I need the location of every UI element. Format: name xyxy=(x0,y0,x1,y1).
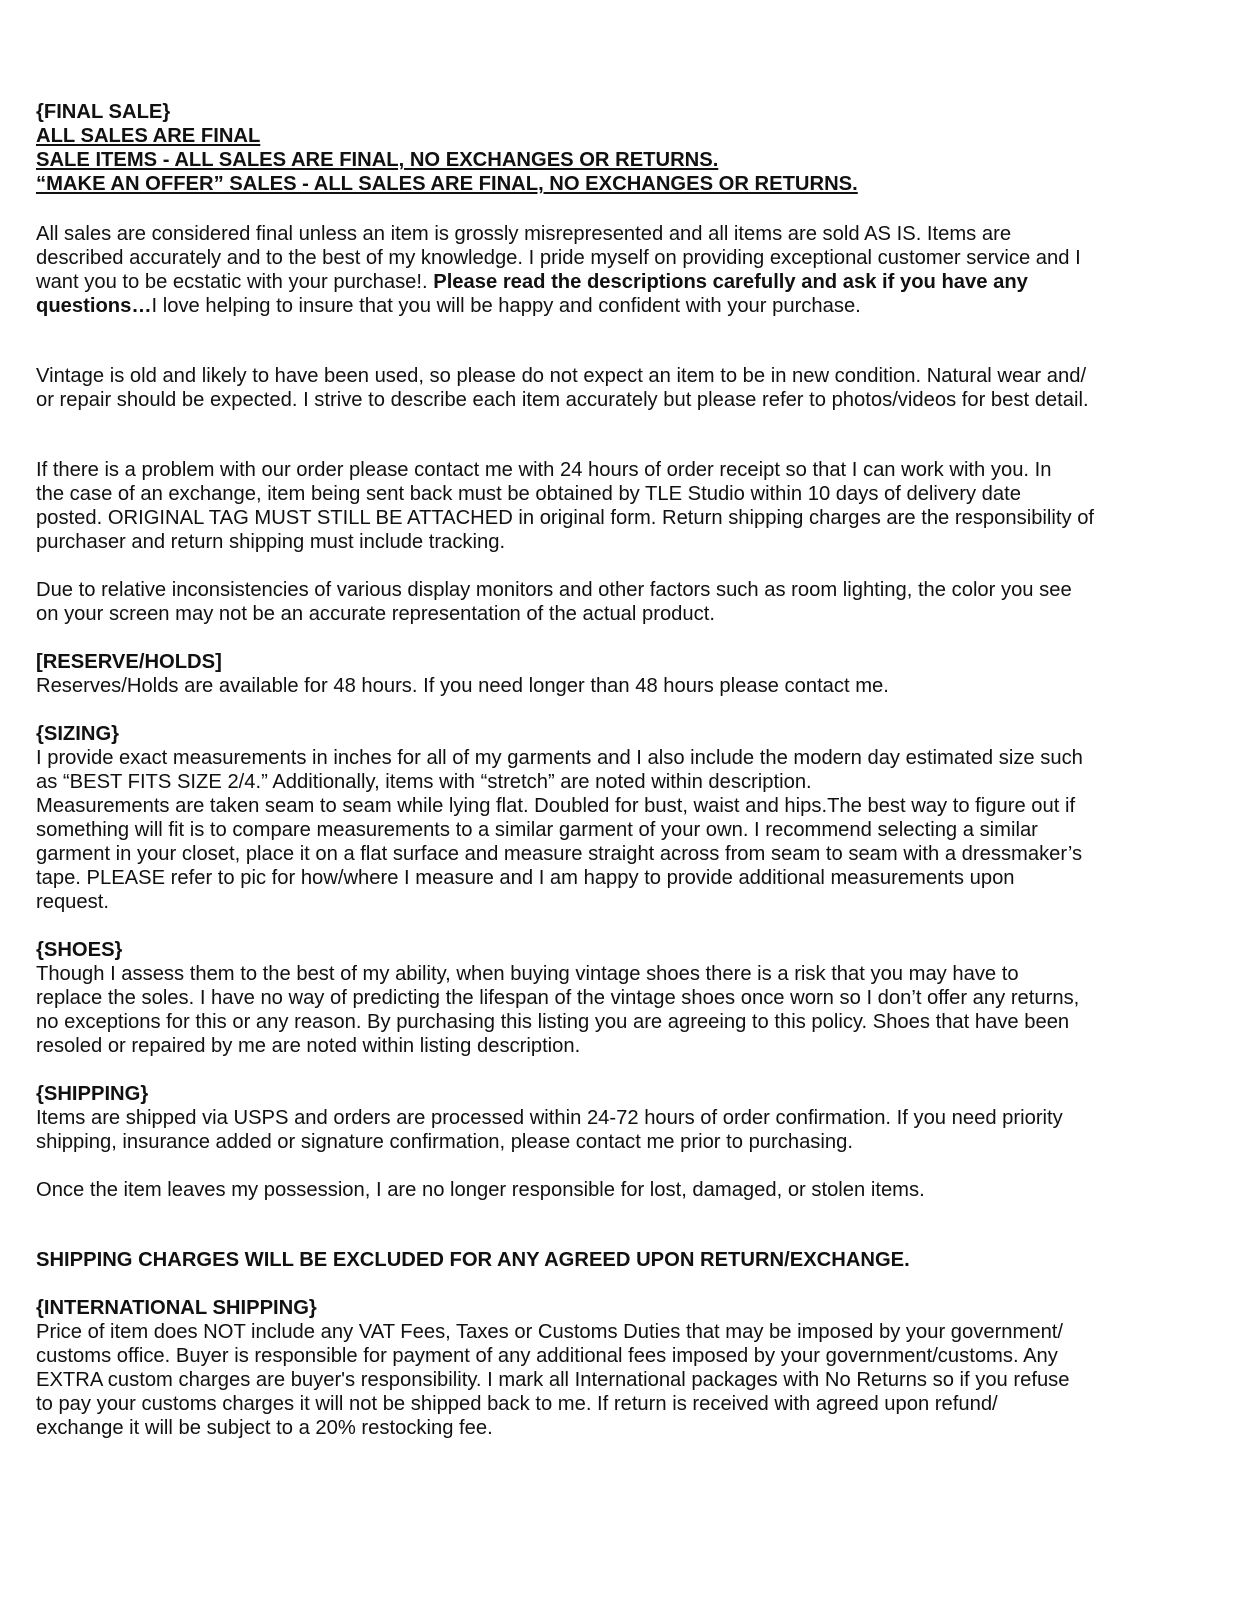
sizing-line-6: tape. PLEASE refer to pic for how/where I measure and I am happy to provide additional measurements upon xyxy=(36,867,1015,889)
intro-paragraph xyxy=(36,222,1196,318)
shoes-line-1: Though I assess them to the best of my ability, when buying vintage shoes there is a risk that you may have to xyxy=(36,963,1019,985)
intro-line-3-plain: want you to be ecstatic with your purchase!. xyxy=(36,271,434,293)
shipping-charges-notice: SHIPPING CHARGES WILL BE EXCLUDED FOR ANY AGREED UPON RETURN/EXCHANGE. xyxy=(36,1249,910,1271)
intro-line-4-plain: I love helping to insure that you will be happy and confident with your purchase. xyxy=(151,295,861,317)
vintage-paragraph xyxy=(36,364,1196,412)
display-line-1: Due to relative inconsistencies of various display monitors and other factors such as room lighting, the color you see xyxy=(36,579,1072,601)
reserve-heading: [RESERVE/HOLDS] xyxy=(36,651,222,673)
problem-line-1: If there is a problem with our order please contact me with 24 hours of order receipt so that I can work with you. In xyxy=(36,459,1052,481)
international-line-4: to pay your customs charges it will not be shipped back to me. If return is received with agreed upon refund/ xyxy=(36,1393,998,1415)
display-paragraph xyxy=(36,578,1196,626)
final-sale-line-3: “MAKE AN OFFER” SALES - ALL SALES ARE FINAL, NO EXCHANGES OR RETURNS. xyxy=(36,173,858,195)
international-heading: {INTERNATIONAL SHIPPING} xyxy=(36,1297,317,1319)
sizing-section xyxy=(36,722,1196,914)
intro-line-1: All sales are considered final unless an item is grossly misrepresented and all items are sold AS IS. Items are xyxy=(36,223,1012,245)
shipping-line-1: Items are shipped via USPS and orders are processed within 24-72 hours of order confirmation. If you need priority xyxy=(36,1107,1063,1129)
shipping-line-3: Once the item leaves my possession, I are no longer responsible for lost, damaged, or stolen items. xyxy=(36,1179,925,1201)
sizing-heading: {SIZING} xyxy=(36,723,120,745)
final-sale-heading: {FINAL SALE} xyxy=(36,101,171,123)
shoes-heading: {SHOES} xyxy=(36,939,123,961)
vintage-line-1: Vintage is old and likely to have been used, so please do not expect an item to be in new condition. Natural wear and/ xyxy=(36,365,1087,387)
final-sale-line-2: SALE ITEMS - ALL SALES ARE FINAL, NO EXCHANGES OR RETURNS. xyxy=(36,149,719,171)
shipping-line-2: shipping, insurance added or signature confirmation, please contact me prior to purchasing. xyxy=(36,1131,853,1153)
policy-document xyxy=(36,100,1196,1440)
international-line-5: exchange it will be subject to a 20% restocking fee. xyxy=(36,1417,493,1439)
shoes-line-2: replace the soles. I have no way of predicting the lifespan of the vintage shoes once worn so I don’t offer any returns, xyxy=(36,987,1080,1009)
intro-line-3 xyxy=(36,270,1196,294)
final-sale-section xyxy=(36,100,1196,196)
problem-line-4: purchaser and return shipping must include tracking. xyxy=(36,531,506,553)
final-sale-line-1: ALL SALES ARE FINAL xyxy=(36,125,261,147)
reserve-line-1: Reserves/Holds are available for 48 hours. If you need longer than 48 hours please contact me. xyxy=(36,675,889,697)
international-line-2: customs office. Buyer is responsible for payment of any additional fees imposed by your government/customs. Any xyxy=(36,1345,1058,1367)
sizing-line-5: garment in your closet, place it on a flat surface and measure straight across from seam to seam with a dressmaker’s xyxy=(36,843,1083,865)
sizing-line-4: something will fit is to compare measurements to a similar garment of your own. I recommend selecting a similar xyxy=(36,819,1038,841)
problem-line-3: posted. ORIGINAL TAG MUST STILL BE ATTACHED in original form. Return shipping charges are the responsibility of xyxy=(36,507,1095,529)
international-line-1: Price of item does NOT include any VAT Fees, Taxes or Customs Duties that may be imposed by your government/ xyxy=(36,1321,1064,1343)
reserve-section xyxy=(36,650,1196,698)
sizing-line-3: Measurements are taken seam to seam while lying flat. Doubled for bust, waist and hips.The best way to figure out if xyxy=(36,795,1076,817)
intro-line-3-bold: Please read the descriptions carefully and ask if you have any xyxy=(433,271,1028,293)
display-line-2: on your screen may not be an accurate representation of the actual product. xyxy=(36,603,715,625)
intro-line-4-bold: questions… xyxy=(36,295,152,317)
sizing-line-1: I provide exact measurements in inches for all of my garments and I also include the modern day estimated size such xyxy=(36,747,1083,769)
sizing-line-2: as “BEST FITS SIZE 2/4.” Additionally, items with “stretch” are noted within description. xyxy=(36,771,812,793)
sizing-line-7: request. xyxy=(36,891,109,913)
shoes-line-3: no exceptions for this or any reason. By purchasing this listing you are agreeing to this policy. Shoes that have been xyxy=(36,1011,1070,1033)
shoes-section xyxy=(36,938,1196,1058)
problem-paragraph xyxy=(36,458,1196,554)
shipping-heading: {SHIPPING} xyxy=(36,1083,149,1105)
intro-line-2: described accurately and to the best of my knowledge. I pride myself on providing exceptional customer service and I xyxy=(36,247,1081,269)
international-line-3: EXTRA custom charges are buyer's responsibility. I mark all International packages with No Returns so if you refuse xyxy=(36,1369,1070,1391)
shoes-line-4: resoled or repaired by me are noted within listing description. xyxy=(36,1035,581,1057)
shipping-section xyxy=(36,1082,1196,1202)
international-section xyxy=(36,1296,1196,1440)
intro-line-4 xyxy=(36,294,1196,318)
vintage-line-2: or repair should be expected. I strive to describe each item accurately but please refer to photos/videos for best detail. xyxy=(36,389,1089,411)
problem-line-2: the case of an exchange, item being sent back must be obtained by TLE Studio within 10 days of delivery date xyxy=(36,483,1021,505)
